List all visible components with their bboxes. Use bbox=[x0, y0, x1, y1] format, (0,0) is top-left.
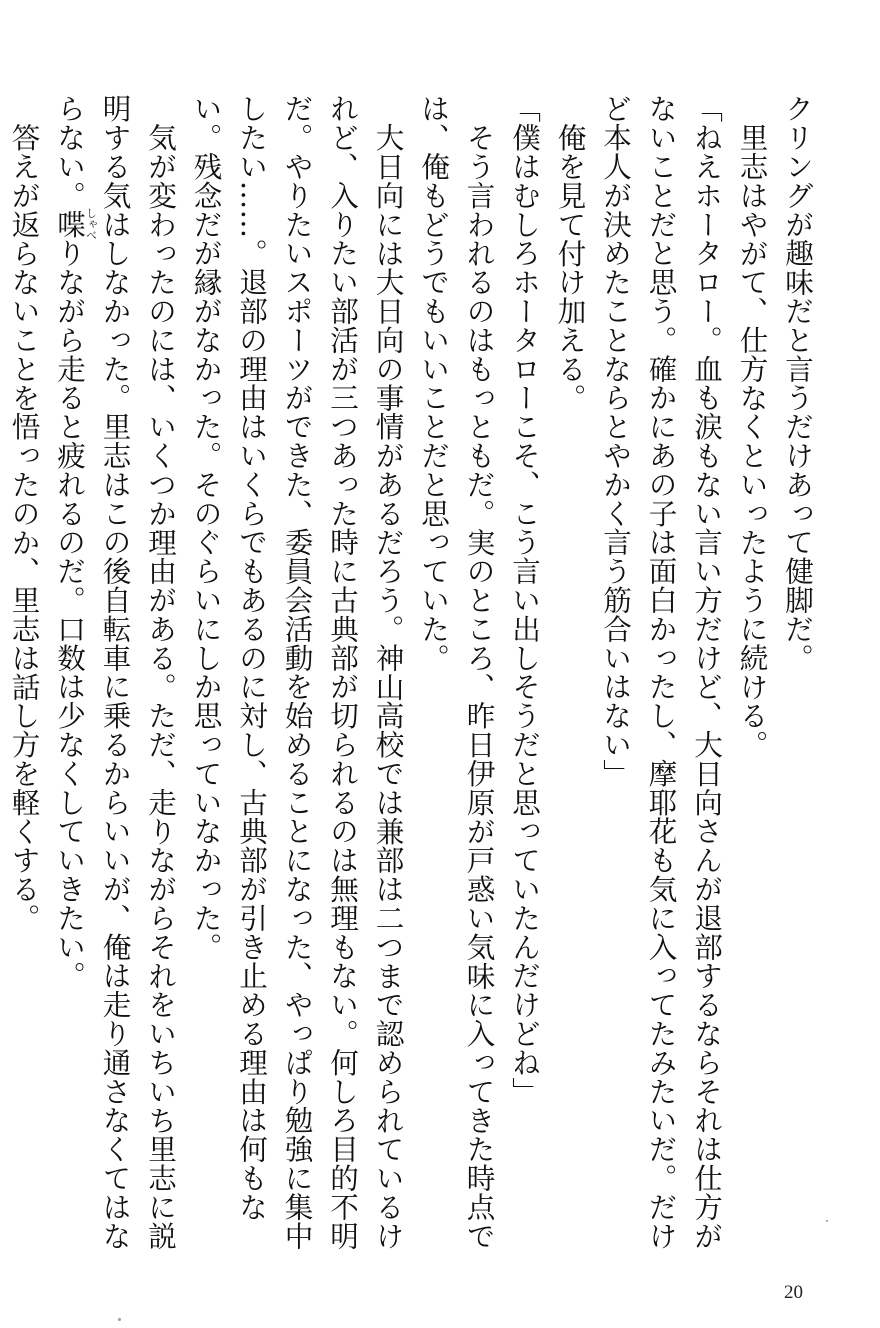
ruby-word bbox=[53, 207, 98, 241]
paragraph-8-continued: りながら走ると疲れるのだ。口数は少なくしていきたい。 bbox=[53, 238, 87, 990]
scan-speck bbox=[826, 1220, 828, 1222]
scan-speck bbox=[118, 1318, 121, 1321]
ruby-reading: しゃべ bbox=[84, 207, 98, 241]
paragraph-5: 「僕はむしろホータローこそ、こう言い出しそうだと思っていたんだけどね」 bbox=[508, 94, 542, 1106]
paragraph-3: 「ねえホータロー。血も涙もない言い方だけど、大日向さんが退部するならそれは仕方がないことだと思う。確かにあの子は面白かったし、摩耶花も気に入ってたみたいだ。だけど本人が決めたことならとやかく言う筋合いはない」 bbox=[599, 94, 724, 1250]
paragraph-6: そう言われるのはもっともだ。実のところ、昨日伊原が戸惑い気味に入ってきた時点では、俺もどうでもいいことだと思っていた。 bbox=[417, 94, 497, 1250]
paragraph-8 bbox=[47, 94, 184, 1254]
ruby-base: 喋 bbox=[53, 207, 87, 241]
vertical-text-body bbox=[1, 94, 820, 1254]
paragraph-1: クリングが趣味だと言うだけあって健脚だ。 bbox=[781, 94, 815, 672]
paragraph-2: 里志はやがて、仕方なくといったように続ける。 bbox=[735, 122, 770, 759]
paragraph-8-text: 気が変わったのには、いくつか理由がある。ただ、走りながらそれをいちいち里志に説明する気はしなかった。里志はこの後自転車に乗るからいいが、俺は走り通さなくてはならない。 bbox=[53, 94, 178, 1250]
paragraph-4: 俺を見て付け加える。 bbox=[553, 122, 588, 412]
paragraph-7: 大日向には大日向の事情があるだろう。神山高校では兼部は二つまで認められているけれど、入りたい部活が三つあった時に古典部が切られるのは無理もない。何しろ目的不明だ。やりたいスポーツができた、委員会活動を始めることになった、やっぱり勉強に集中したい……。退部の理由はいくらでもあるのに対し、古典部が引き止める理由は何もない。残念だが縁がなかった。そのぐらいにしか思っていなかった。 bbox=[189, 94, 406, 1250]
page-number: 20 bbox=[784, 1282, 803, 1303]
paragraph-9: 答えが返らないことを悟ったのか、里志は話し方を軽くする。 bbox=[7, 122, 42, 932]
